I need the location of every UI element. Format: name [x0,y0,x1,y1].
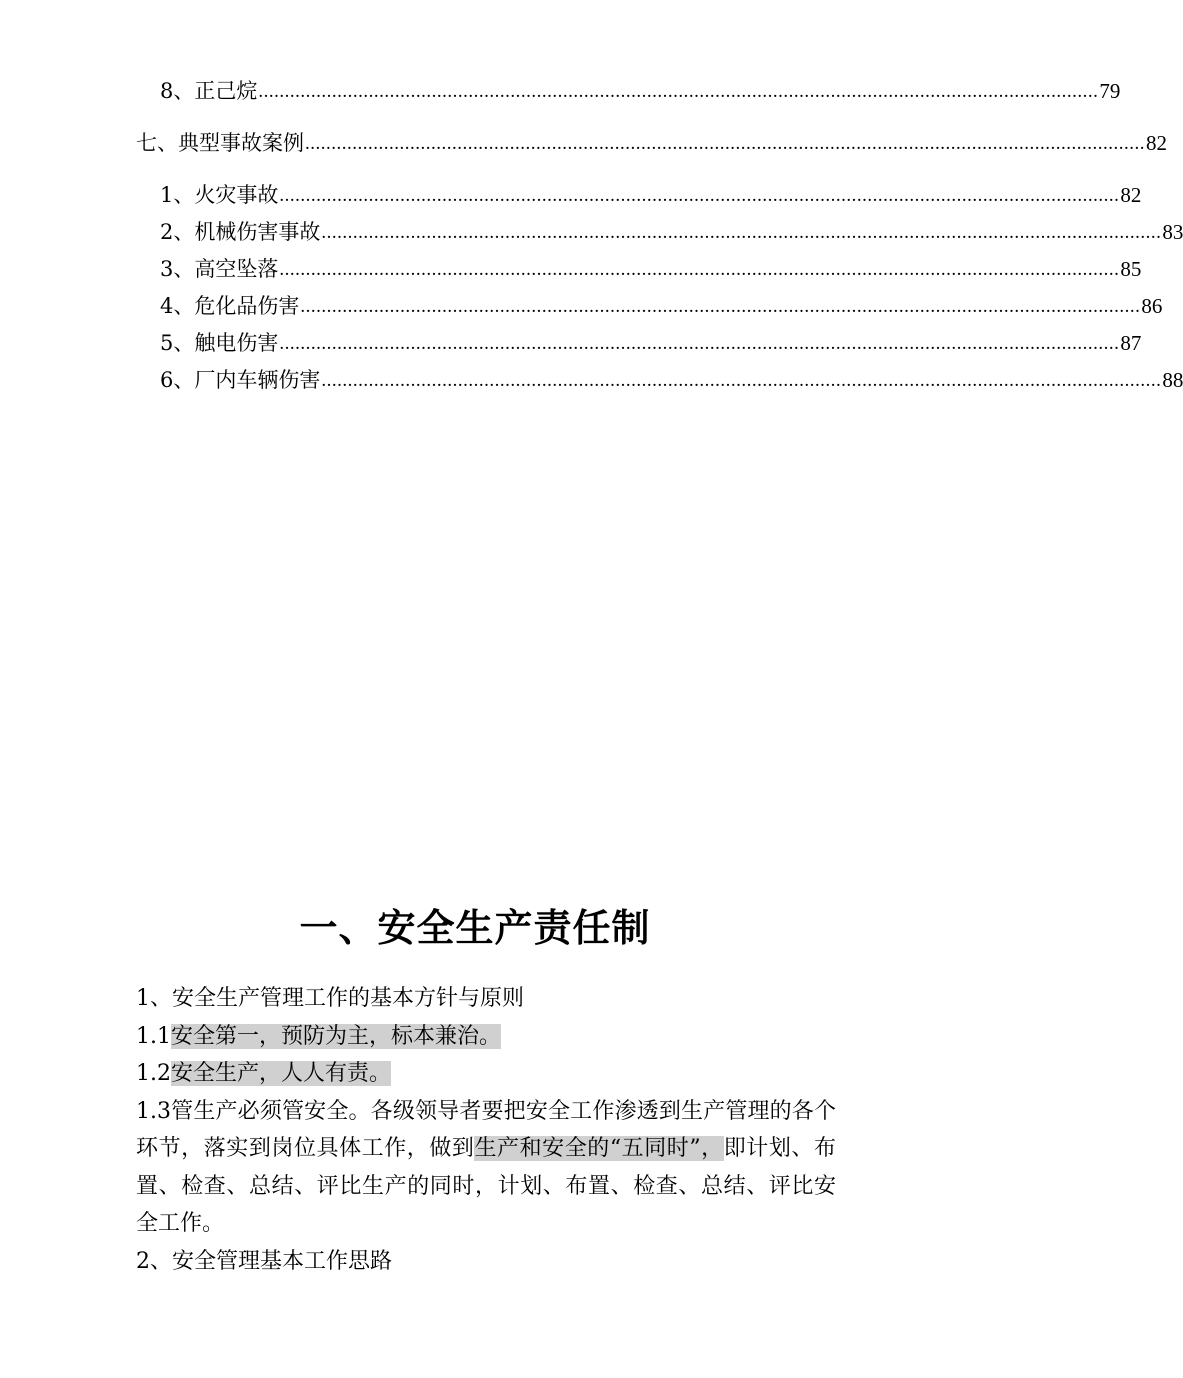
toc-entry[interactable] [160,256,1142,282]
toc-entry-page: 82 [1146,131,1167,155]
toc-entry[interactable] [160,367,1183,393]
toc-leader-dots: ................................................................................................................................................................ [321,370,1162,391]
toc-entry-page: 79 [1099,79,1121,103]
toc-entry-page: 82 [1120,183,1142,207]
toc-entry-title: 6、厂内车辆伤害 [160,368,321,392]
toc-entry-title: 4、危化品伤害 [160,294,300,318]
clause-text: 1.3管生产必须管安全。各级领导者要把安全工作渗透到生产管理的各个环节，落实到岗位具体工作，做到 [136,1098,836,1161]
highlighted-text: 安全第一，预防为主，标本兼治。 [171,1023,502,1049]
toc-entry-page: 87 [1120,331,1142,355]
toc-entry[interactable] [160,78,1121,104]
clause-paragraph [136,1093,836,1243]
clause-paragraph [136,1055,836,1093]
toc-leader-dots: ................................................................................................................................................................ [258,81,1099,102]
toc-entry[interactable] [160,293,1163,319]
toc-leader-dots: ................................................................................................................................................................ [279,333,1120,354]
toc-leader-dots: ................................................................................................................................................................ [300,296,1141,317]
toc-entry[interactable] [136,130,1167,156]
toc-entry-title: 5、触电伤害 [160,331,279,355]
clause-number: 1.1 [136,1023,171,1049]
toc-leader-dots: ................................................................................................................................................................ [279,185,1120,206]
toc-entry[interactable] [160,182,1142,208]
clause-text: 即计划、布置、检查、总结、评比生产的同时，计划、布置、检查、总结、评比安全工作。 [136,1136,836,1236]
clause-paragraph [136,1018,836,1056]
toc-entry-title: 2、机械伤害事故 [160,220,321,244]
toc-leader-dots: ................................................................................................................................................................ [321,222,1162,243]
toc-entry-title: 1、火灾事故 [160,183,279,207]
toc-entry-title: 3、高空坠落 [160,257,279,281]
toc-entry-page: 86 [1141,294,1163,318]
toc-leader-dots: ................................................................................................................................................................ [279,259,1120,280]
chapter-body [136,980,836,1280]
toc-entry-title: 七、典型事故案例 [136,131,304,155]
toc-entry-page: 88 [1162,368,1183,392]
toc-leader-dots: ................................................................................................................................................................ [305,133,1145,154]
toc-entry-title: 8、正己烷 [160,79,258,103]
chapter-title: 一、安全生产责任制 [299,906,651,951]
highlighted-text: 安全生产，人人有责。 [171,1061,392,1086]
section-heading: 2、安全管理基本工作思路 [136,1248,392,1274]
clause-number: 1.2 [136,1061,171,1086]
toc-entry-page: 85 [1120,257,1142,281]
toc-entry-page: 83 [1162,220,1183,244]
toc-entry[interactable] [160,219,1183,245]
highlighted-text: 生产和安全的“五同时”， [474,1136,724,1161]
section-heading: 1、安全生产管理工作的基本方针与原则 [136,986,524,1011]
toc-entry[interactable] [160,330,1142,356]
